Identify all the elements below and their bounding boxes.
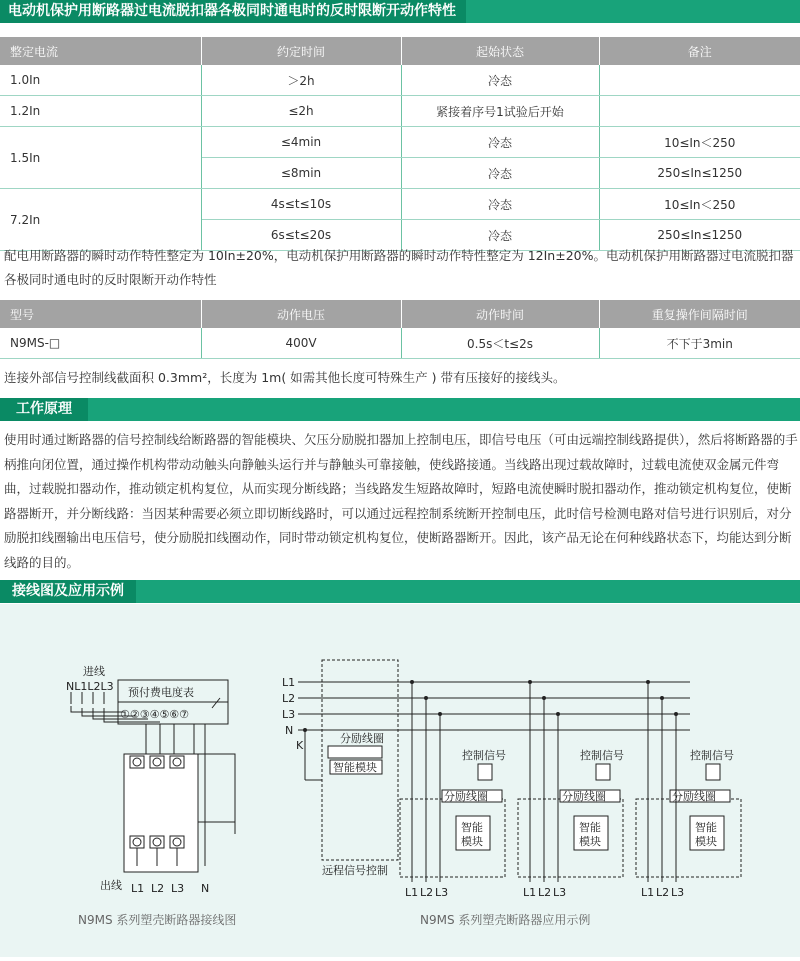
col-header: 动作电压	[201, 300, 401, 328]
col-header: 备注	[599, 37, 800, 65]
cell	[599, 96, 800, 127]
principle-body: 使用时通过断路器的信号控制线给断路器的智能模块、欠压分励脱扣器加上控制电压，即信号电压（可由远端控制线路提供），然后将断路器的手柄推向闭位置，通过操作机构带动动触头向静触头运行并与静触头可靠接触，使线路接通。当线路出现过载故障时，过载电流使双金属元件弯曲，过载脱扣器动作，推动锁定机构复位，从而实现分断线路；当线路发生短路故障时，短路电流使瞬时脱扣器动作，推动锁定机构复位，使断路器断开，并分断线路：当因某种需要必须立即切断线路时，可以通过远程控制系统断开控制电压，此时信号检测电路对信号进行识别后，对分励脱扣线圈输出电压信号，使分励脱扣线圈动作，同时带动锁定机构复位，使断路器断开。因此，该产品无论在何种线路状态下，均能达到分断线路的目的。	[4, 432, 798, 570]
col-header: 整定电流	[0, 37, 201, 65]
cell: ＞2h	[201, 65, 401, 96]
cell	[599, 65, 800, 96]
characteristics-table	[0, 37, 800, 251]
cell: 10≤In＜250	[599, 189, 800, 220]
bus-label-l1: L1	[282, 676, 296, 689]
cell: 不下于3min	[599, 328, 800, 359]
cell: 紧接着序号1试验后开始	[401, 96, 599, 127]
phase-labels: NL1L2L3	[66, 680, 114, 693]
cell: 1.2In	[0, 96, 201, 127]
section-header-wiring	[0, 580, 800, 603]
bus-label-l2: L2	[282, 692, 296, 705]
smart-label-1: 智能	[579, 821, 601, 834]
shunt-coil-label: 分励线圈	[672, 790, 716, 803]
cell: 1.5In	[0, 127, 201, 189]
bus-label-n: N	[285, 724, 294, 737]
right-caption: N9MS 系列塑壳断路器应用示例	[420, 913, 591, 927]
wiring-diagram-panel	[0, 604, 800, 957]
smart-label-2: 模块	[461, 835, 483, 848]
section-title: 接线图及应用示例	[0, 580, 136, 603]
control-signal-label: 控制信号	[462, 749, 506, 762]
table-row	[0, 189, 800, 220]
cell: 7.2In	[0, 189, 201, 251]
unit-out-l2: L2	[538, 886, 552, 899]
table-row	[0, 96, 800, 127]
shunt-release-table	[0, 300, 800, 359]
unit-out-l3: L3	[435, 886, 449, 899]
section-header-principle	[0, 398, 800, 421]
unit-out-l3: L3	[671, 886, 685, 899]
smart-label-1: 智能	[461, 821, 483, 834]
col-header: 约定时间	[201, 37, 401, 65]
out-label-n: N	[201, 882, 210, 895]
unit-out-l3: L3	[553, 886, 567, 899]
cell: 4s≤t≤10s	[201, 189, 401, 220]
table-row	[0, 127, 800, 158]
outlet-label: 出线	[100, 879, 122, 892]
unit-out-l1: L1	[523, 886, 537, 899]
col-header: 重复操作间隔时间	[599, 300, 800, 328]
col-header: 起始状态	[401, 37, 599, 65]
bus-label-l3: L3	[282, 708, 296, 721]
switch-k-label: K	[296, 739, 304, 752]
cell: 冷态	[401, 189, 599, 220]
cell: ≤8min	[201, 158, 401, 189]
cell: 250≤In≤1250	[599, 220, 800, 251]
meter-terminals: ①②③④⑤⑥⑦	[120, 708, 190, 721]
section-header-characteristics	[0, 0, 800, 23]
remote-smart-module-label: 智能模块	[333, 761, 377, 774]
table-row	[0, 328, 800, 359]
table-row	[0, 65, 800, 96]
cell: 冷态	[401, 220, 599, 251]
remote-shunt-coil-label: 分励线圈	[340, 732, 384, 745]
cell: 400V	[201, 328, 401, 359]
cell: 10≤In＜250	[599, 127, 800, 158]
out-label-l2: L2	[151, 882, 165, 895]
meter-label: 预付费电度表	[128, 686, 194, 699]
cell: 冷态	[401, 65, 599, 96]
col-header: 动作时间	[401, 300, 599, 328]
breaker-body	[124, 754, 198, 872]
shunt-coil-label: 分励线圈	[562, 790, 606, 803]
cell: 6s≤t≤20s	[201, 220, 401, 251]
smart-label-2: 模块	[579, 835, 601, 848]
smart-label-2: 模块	[695, 835, 717, 848]
unit-out-l2: L2	[420, 886, 434, 899]
left-caption: N9MS 系列塑壳断路器接线图	[78, 913, 237, 927]
control-signal-label: 控制信号	[690, 749, 734, 762]
control-signal-label: 控制信号	[580, 749, 624, 762]
table-header-row	[0, 300, 800, 328]
out-label-l1: L1	[131, 882, 145, 895]
cell: ≤4min	[201, 127, 401, 158]
section-title: 电动机保护用断路器过电流脱扣器各极同时通电时的反时限断开动作特性	[0, 0, 466, 23]
unit-out-l2: L2	[656, 886, 670, 899]
wiring-diagram	[0, 604, 800, 957]
cell: 1.0In	[0, 65, 201, 96]
unit-out-l1: L1	[641, 886, 655, 899]
section-title: 工作原理	[0, 398, 88, 421]
wire-note: 连接外部信号控制线截面积 0.3mm²，长度为 1m( 如需其他长度可特殊生产 ) 带有压接好的接线头。	[4, 370, 566, 385]
cell: 冷态	[401, 127, 599, 158]
out-label-l3: L3	[171, 882, 185, 895]
cell: 0.5s＜t≤2s	[401, 328, 599, 359]
inlet-label: 进线	[83, 665, 105, 678]
unit-out-l1: L1	[405, 886, 419, 899]
cell: ≤2h	[201, 96, 401, 127]
col-header: 型号	[0, 300, 201, 328]
smart-label-1: 智能	[695, 821, 717, 834]
cell: N9MS-□	[0, 328, 201, 359]
cell: 冷态	[401, 158, 599, 189]
instantaneous-note: 配电用断路器的瞬时动作特性整定为 10In±20%，电动机保护用断路器的瞬时动作特性整定为 12In±20%。电动机保护用断路器过电流脱扣器各极同时通电时的反时限断开动作特性	[4, 248, 794, 287]
cell: 250≤In≤1250	[599, 158, 800, 189]
remote-control-label: 远程信号控制	[322, 864, 388, 877]
shunt-coil-label: 分励线圈	[444, 790, 488, 803]
table-header-row	[0, 37, 800, 65]
